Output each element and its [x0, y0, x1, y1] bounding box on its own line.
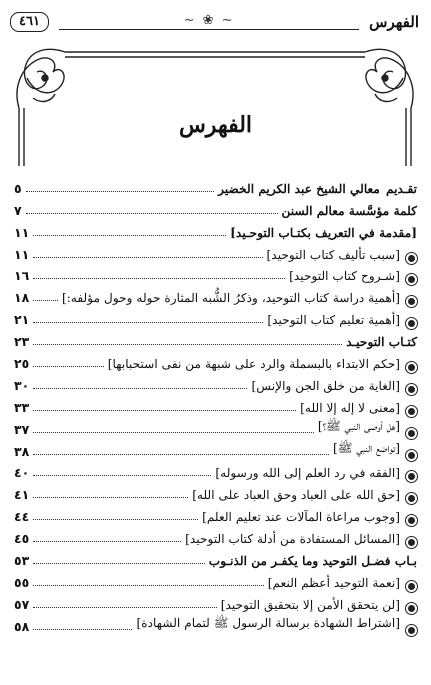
toc-entry-title: [نعمة التوحيد أعظم النعم] — [267, 575, 400, 590]
toc-entry-page: ٢٥ — [14, 356, 30, 372]
toc-entry-page: ٥٧ — [14, 596, 30, 612]
toc-entry — [14, 612, 417, 634]
toc-entry-title: كتـاب التوحيـد — [346, 335, 417, 350]
running-head-title: الفهرس — [369, 13, 419, 31]
toc-entry — [14, 502, 417, 524]
toc-entry-title: [الفقه في رد العلم إلى الله ورسوله] — [215, 466, 400, 481]
dot-leader — [33, 257, 262, 258]
dot-leader — [33, 563, 205, 564]
bullet-icon — [408, 276, 415, 283]
dot-leader — [33, 322, 263, 323]
bullet-icon — [408, 583, 415, 590]
toc-entry-title: [شـروح كتاب التوحيد] — [289, 269, 400, 284]
page-title: الفهرس — [178, 112, 253, 138]
toc-entry-title: [اشتراط الشهادة برسالة الرسول ﷺ لتمام الشهادة] — [136, 615, 400, 630]
toc-entry-title: كلمة مؤسَّسة معالم السنن — [281, 203, 417, 218]
toc-entry-page: ٤٤ — [14, 509, 30, 525]
toc-entry-title: [حق الله على العباد وحق العباد على الله] — [192, 488, 400, 503]
toc-entry-title: [الغاية من خلق الجن والإنس] — [251, 378, 400, 393]
toc-entry-title: [هل أوصى النبي ﷺ؟] — [317, 418, 400, 433]
toc-entry-page: ٣٧ — [14, 421, 30, 437]
toc-entry-page: ٤١ — [14, 487, 30, 503]
dot-leader — [26, 213, 278, 214]
bullet-icon — [408, 495, 415, 502]
bullet-icon — [408, 539, 415, 546]
toc-entry-page: ٣٠ — [14, 377, 30, 393]
dot-leader — [33, 432, 314, 433]
toc-entry — [14, 546, 417, 568]
dot-leader — [33, 300, 58, 301]
dot-leader — [33, 344, 342, 345]
toc-entry-title: [لن يتحقق الأمن إلا بتحقيق التوحيد] — [220, 597, 400, 612]
toc-entry-page: ٥٨ — [14, 618, 30, 634]
bullet-icon — [408, 430, 415, 437]
bullet-icon — [408, 452, 415, 459]
toc-entry-page: ٢١ — [14, 312, 30, 328]
dot-leader — [26, 191, 215, 192]
table-of-contents — [14, 174, 417, 634]
toc-entry-title: [مقدمة في التعريف بكتـاب التوحـيد] — [230, 225, 417, 240]
toc-entry — [14, 590, 417, 612]
toc-entry-title: [تواضع النبي ﷺ] — [333, 440, 400, 455]
toc-entry — [14, 327, 417, 349]
dot-leader — [33, 607, 216, 608]
toc-entry-title: بـاب فضـل التوحيد وما يكفـر من الذنـوب — [208, 554, 417, 569]
dot-leader — [33, 235, 226, 236]
toc-entry — [14, 218, 417, 240]
toc-entry-page: ٥٣ — [14, 553, 30, 569]
toc-entry — [14, 283, 417, 305]
dot-leader — [33, 497, 188, 498]
bullet-icon — [408, 627, 415, 634]
toc-entry — [14, 371, 417, 393]
toc-entry — [14, 415, 417, 437]
bullet-icon — [408, 320, 415, 327]
toc-entry — [14, 524, 417, 546]
toc-entry-title: [وجوب مراعاة المآلات عند تعليم العلم] — [202, 510, 400, 525]
dot-leader — [33, 475, 211, 476]
bullet-icon — [408, 473, 415, 480]
toc-entry-page: ٥٥ — [14, 574, 30, 590]
bullet-icon — [408, 255, 415, 262]
dot-leader — [33, 366, 104, 367]
toc-entry-title: [أهمية تعليم كتاب التوحيد] — [267, 313, 400, 328]
toc-entry — [14, 262, 417, 284]
decorative-frame — [7, 38, 423, 168]
toc-entry-title: [معنى لا إله إلا الله] — [300, 400, 400, 415]
toc-entry — [14, 196, 417, 218]
dot-leader — [33, 388, 247, 389]
header-ornament: ∽ ❀ ∽ — [59, 15, 359, 30]
toc-entry-title: [أهمية دراسة كتاب التوحيد، وذكرُ الشُّبه المثارة حوله وحول مؤلفه:] — [62, 291, 400, 306]
toc-entry-page: ٤٠ — [14, 465, 30, 481]
dot-leader — [33, 278, 285, 279]
dot-leader — [33, 519, 198, 520]
toc-entry-title: [سبب تأليف كتاب التوحيد] — [266, 247, 400, 262]
dot-leader — [33, 585, 264, 586]
toc-entry-page: ٤٥ — [14, 531, 30, 547]
bullet-icon — [408, 605, 415, 612]
toc-entry — [14, 437, 417, 459]
bullet-icon — [408, 517, 415, 524]
toc-entry — [14, 393, 417, 415]
toc-entry — [14, 480, 417, 502]
bullet-icon — [408, 386, 415, 393]
page-number: ٤٦١ — [10, 12, 49, 32]
toc-entry-page: ٣٣ — [14, 399, 30, 415]
dot-leader — [33, 454, 329, 455]
toc-entry — [14, 349, 417, 371]
toc-entry-page: ١١ — [14, 224, 30, 240]
toc-entry-title: [حكم الابتداء بالبسملة والرد على شبهة من نفى استحبابها] — [107, 357, 400, 372]
page-header — [10, 10, 419, 34]
toc-entry-title: [المسائل المستفادة من أدلة كتاب التوحيد] — [185, 532, 400, 547]
toc-entry-page: ١١ — [14, 246, 30, 262]
toc-entry — [14, 305, 417, 327]
dot-leader — [33, 541, 181, 542]
toc-entry-page: ٢٣ — [14, 334, 30, 350]
toc-entry-page: ٣٨ — [14, 443, 30, 459]
toc-entry-page: ١٨ — [14, 290, 30, 306]
toc-entry — [14, 240, 417, 262]
bullet-icon — [408, 298, 415, 305]
toc-entry-page: ٧ — [14, 202, 22, 218]
toc-entry-page: ٥ — [14, 180, 22, 196]
toc-entry-page: ١٦ — [14, 268, 30, 284]
toc-entry — [14, 568, 417, 590]
dot-leader — [33, 410, 296, 411]
toc-entry — [14, 174, 417, 196]
toc-entry — [14, 459, 417, 481]
bullet-icon — [408, 408, 415, 415]
bullet-icon — [408, 364, 415, 371]
dot-leader — [33, 629, 132, 630]
toc-entry-ornament: تقـديم — [385, 181, 417, 196]
toc-entry-title: معالي الشيخ عبد الكريم الخضير — [218, 181, 380, 196]
